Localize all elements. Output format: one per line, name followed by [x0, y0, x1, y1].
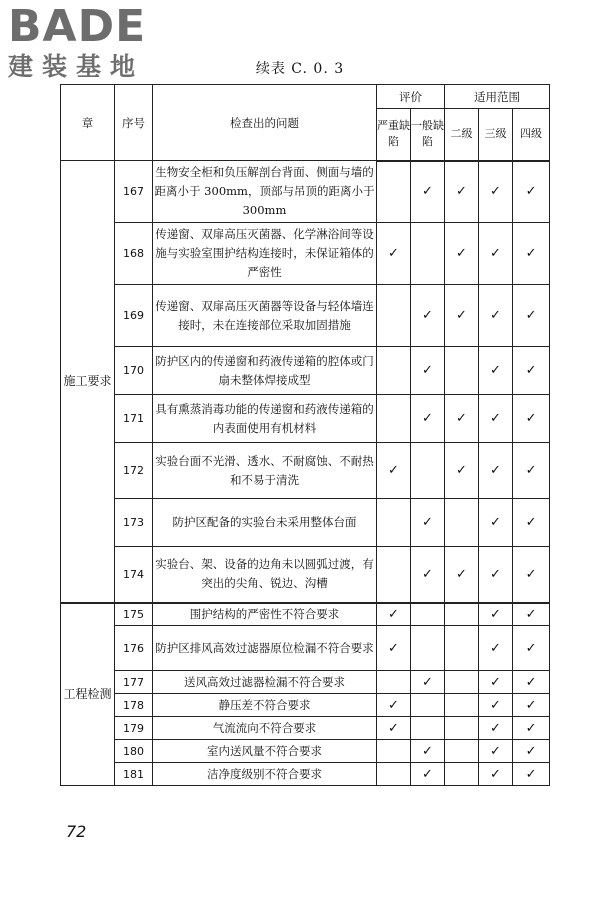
check-mark-icon: ✓ [411, 161, 445, 223]
check-mark-icon: ✓ [377, 603, 411, 626]
check-mark-icon: ✓ [479, 347, 513, 395]
seq-cell: 169 [115, 285, 153, 347]
empty-mark-cell [377, 161, 411, 223]
header-level2: 二级 [445, 109, 479, 161]
empty-mark-cell [445, 347, 479, 395]
empty-mark-cell [377, 347, 411, 395]
empty-mark-cell [445, 626, 479, 671]
table-row [61, 626, 550, 671]
seq-cell: 172 [115, 443, 153, 499]
check-mark-icon: ✓ [513, 671, 550, 694]
seq-cell: 181 [115, 763, 153, 786]
check-mark-icon: ✓ [479, 395, 513, 443]
seq-cell: 180 [115, 740, 153, 763]
check-mark-icon: ✓ [377, 717, 411, 740]
table-body [61, 161, 550, 786]
check-mark-icon: ✓ [479, 499, 513, 547]
table-row [61, 223, 550, 285]
table-row [61, 740, 550, 763]
check-mark-icon: ✓ [479, 547, 513, 603]
empty-mark-cell [411, 717, 445, 740]
check-mark-icon: ✓ [513, 395, 550, 443]
table-row [61, 347, 550, 395]
table-row [61, 443, 550, 499]
header-evaluation: 评价 [377, 85, 445, 109]
seq-cell: 168 [115, 223, 153, 285]
check-mark-icon: ✓ [445, 161, 479, 223]
seq-cell: 177 [115, 671, 153, 694]
check-mark-icon: ✓ [513, 740, 550, 763]
seq-cell: 179 [115, 717, 153, 740]
header-issue: 检查出的问题 [153, 85, 377, 161]
issue-cell: 实验台、架、设备的边角未以圆弧过渡，有突出的尖角、锐边、沟槽 [153, 547, 377, 603]
issue-cell: 送风高效过滤器检漏不符合要求 [153, 671, 377, 694]
check-mark-icon: ✓ [513, 223, 550, 285]
table-row [61, 285, 550, 347]
logo-sub-text: 建装基地 [8, 52, 145, 81]
empty-mark-cell [377, 740, 411, 763]
check-mark-icon: ✓ [377, 626, 411, 671]
check-mark-icon: ✓ [513, 499, 550, 547]
issue-cell: 传递窗、双扉高压灭菌器等设备与轻体墙连接时，未在连接部位采取加固措施 [153, 285, 377, 347]
check-mark-icon: ✓ [479, 285, 513, 347]
seq-cell: 170 [115, 347, 153, 395]
empty-mark-cell [411, 694, 445, 717]
header-general: 一般缺陷 [411, 109, 445, 161]
table-row [61, 763, 550, 786]
check-mark-icon: ✓ [445, 395, 479, 443]
inspection-table [60, 84, 550, 786]
check-mark-icon: ✓ [411, 547, 445, 603]
check-mark-icon: ✓ [411, 395, 445, 443]
check-mark-icon: ✓ [513, 443, 550, 499]
check-mark-icon: ✓ [513, 285, 550, 347]
seq-cell: 178 [115, 694, 153, 717]
check-mark-icon: ✓ [445, 443, 479, 499]
check-mark-icon: ✓ [513, 347, 550, 395]
check-mark-icon: ✓ [411, 499, 445, 547]
issue-cell: 防护区配备的实验台未采用整体台面 [153, 499, 377, 547]
check-mark-icon: ✓ [513, 161, 550, 223]
seq-cell: 167 [115, 161, 153, 223]
issue-cell: 室内送风量不符合要求 [153, 740, 377, 763]
check-mark-icon: ✓ [411, 763, 445, 786]
empty-mark-cell [445, 694, 479, 717]
issue-cell: 围护结构的严密性不符合要求 [153, 603, 377, 626]
check-mark-icon: ✓ [445, 223, 479, 285]
check-mark-icon: ✓ [479, 443, 513, 499]
empty-mark-cell [445, 603, 479, 626]
seq-cell: 173 [115, 499, 153, 547]
issue-cell: 气流流向不符合要求 [153, 717, 377, 740]
issue-cell: 静压差不符合要求 [153, 694, 377, 717]
table-row [61, 671, 550, 694]
header-scope: 适用范围 [445, 85, 550, 109]
check-mark-icon: ✓ [479, 763, 513, 786]
table-caption: 续表 C. 0. 3 [255, 61, 345, 77]
check-mark-icon: ✓ [411, 347, 445, 395]
table-row [61, 717, 550, 740]
header-chapter: 章 [61, 85, 115, 161]
check-mark-icon: ✓ [377, 694, 411, 717]
check-mark-icon: ✓ [513, 547, 550, 603]
issue-cell: 实验台面不光滑、透水、不耐腐蚀、不耐热和不易于清洗 [153, 443, 377, 499]
check-mark-icon: ✓ [479, 740, 513, 763]
chapter-cell: 施工要求 [61, 161, 115, 603]
check-mark-icon: ✓ [377, 443, 411, 499]
table-row [61, 161, 550, 223]
check-mark-icon: ✓ [513, 717, 550, 740]
check-mark-icon: ✓ [411, 740, 445, 763]
table-row [61, 499, 550, 547]
seq-cell: 171 [115, 395, 153, 443]
empty-mark-cell [411, 603, 445, 626]
check-mark-icon: ✓ [411, 671, 445, 694]
table-row [61, 694, 550, 717]
seq-cell: 175 [115, 603, 153, 626]
check-mark-icon: ✓ [513, 626, 550, 671]
empty-mark-cell [377, 395, 411, 443]
empty-mark-cell [377, 671, 411, 694]
check-mark-icon: ✓ [513, 603, 550, 626]
check-mark-icon: ✓ [377, 223, 411, 285]
table-row [61, 603, 550, 626]
issue-cell: 防护区内的传递窗和药液传递箱的腔体或门扇未整体焊接成型 [153, 347, 377, 395]
empty-mark-cell [411, 223, 445, 285]
check-mark-icon: ✓ [445, 547, 479, 603]
empty-mark-cell [377, 499, 411, 547]
page-number: 72 [66, 822, 87, 841]
chapter-cell: 工程检测 [61, 603, 115, 786]
table-row [61, 395, 550, 443]
issue-cell: 防护区排风高效过滤器原位检漏不符合要求 [153, 626, 377, 671]
empty-mark-cell [377, 547, 411, 603]
issue-cell: 生物安全柜和负压解剖台背面、侧面与墙的距离小于 300mm，顶部与吊顶的距离小于 300mm [153, 161, 377, 223]
empty-mark-cell [377, 763, 411, 786]
empty-mark-cell [411, 443, 445, 499]
empty-mark-cell [377, 285, 411, 347]
header-serious: 严重缺陷 [377, 109, 411, 161]
check-mark-icon: ✓ [513, 694, 550, 717]
empty-mark-cell [445, 740, 479, 763]
header-level4: 四级 [513, 109, 550, 161]
check-mark-icon: ✓ [411, 285, 445, 347]
issue-cell: 传递窗、双扉高压灭菌器、化学淋浴间等设施与实验室围护结构连接时，未保证箱体的严密性 [153, 223, 377, 285]
empty-mark-cell [445, 499, 479, 547]
header-level3: 三级 [479, 109, 513, 161]
check-mark-icon: ✓ [479, 671, 513, 694]
check-mark-icon: ✓ [479, 626, 513, 671]
check-mark-icon: ✓ [445, 285, 479, 347]
logo-main-text: BADE [8, 1, 147, 52]
seq-cell: 176 [115, 626, 153, 671]
empty-mark-cell [445, 717, 479, 740]
check-mark-icon: ✓ [479, 161, 513, 223]
seq-cell: 174 [115, 547, 153, 603]
issue-cell: 具有熏蒸消毒功能的传递窗和药液传递箱的内表面使用有机材料 [153, 395, 377, 443]
issue-cell: 洁净度级别不符合要求 [153, 763, 377, 786]
check-mark-icon: ✓ [479, 603, 513, 626]
header-seq: 序号 [115, 85, 153, 161]
empty-mark-cell [445, 671, 479, 694]
table-row [61, 547, 550, 603]
check-mark-icon: ✓ [479, 694, 513, 717]
check-mark-icon: ✓ [513, 763, 550, 786]
check-mark-icon: ✓ [479, 223, 513, 285]
check-mark-icon: ✓ [479, 717, 513, 740]
empty-mark-cell [411, 626, 445, 671]
empty-mark-cell [445, 763, 479, 786]
